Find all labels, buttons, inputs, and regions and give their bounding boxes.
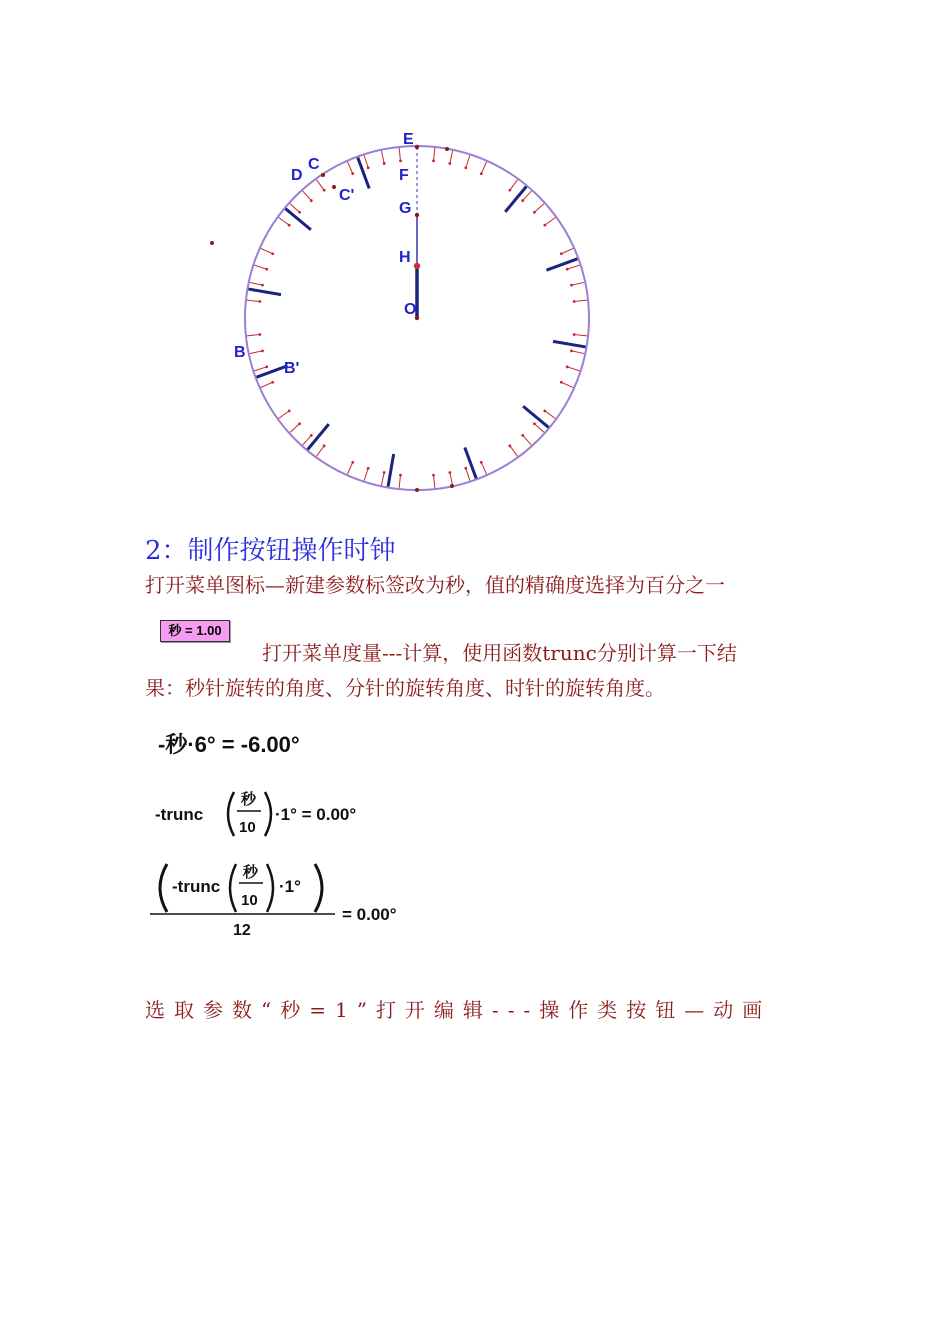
minor-tick — [534, 204, 544, 213]
f2-suffix: ·1° = 0.00° — [275, 805, 357, 824]
f3-outer-right-paren — [315, 864, 322, 912]
label-f: F — [399, 167, 409, 184]
tick-end-point — [288, 409, 291, 412]
major-tick — [546, 259, 577, 270]
label-g: G — [399, 200, 412, 217]
minor-tick — [567, 367, 579, 371]
minor-tick — [381, 151, 384, 164]
tick-end-point — [448, 162, 451, 165]
minor-tick — [290, 204, 300, 213]
tick-end-point — [310, 434, 313, 437]
tick-end-point — [261, 349, 264, 352]
tick-end-point — [480, 461, 483, 464]
tick-end-point — [323, 189, 326, 192]
tick-end-point — [573, 333, 576, 336]
tick-end-point — [464, 467, 467, 470]
point-c-prime — [332, 185, 336, 189]
tick-end-point — [521, 199, 524, 202]
minor-tick — [279, 217, 290, 225]
minor-tick — [250, 351, 263, 354]
tick-end-point — [570, 349, 573, 352]
point-g — [415, 213, 419, 217]
point-bottom-right — [450, 484, 454, 488]
minor-tick — [434, 148, 435, 161]
tick-end-point — [298, 422, 301, 425]
formula-minute-angle — [150, 785, 390, 845]
minor-tick — [347, 162, 352, 174]
tick-end-point — [367, 166, 370, 169]
minor-tick — [250, 282, 263, 285]
minor-tick — [399, 148, 400, 161]
minor-tick — [534, 424, 544, 433]
label-c: C — [308, 156, 320, 173]
paragraph-calculate-line2: 果：秒针旋转的角度、分针的旋转角度、时针的旋转角度。 — [145, 676, 665, 700]
tick-end-point — [271, 381, 274, 384]
label-h: H — [399, 249, 411, 266]
tick-end-point — [566, 365, 569, 368]
tick-end-point — [399, 474, 402, 477]
tick-end-point — [261, 284, 264, 287]
tick-end-point — [258, 300, 261, 303]
tick-end-point — [265, 268, 268, 271]
f3-divisor: 12 — [233, 922, 251, 939]
tick-end-point — [533, 422, 536, 425]
minor-tick — [381, 473, 384, 486]
major-tick — [465, 447, 476, 478]
tick-end-point — [508, 189, 511, 192]
minor-tick — [399, 475, 400, 488]
major-tick — [388, 454, 394, 487]
tick-end-point — [432, 474, 435, 477]
f3-outer-left-paren — [160, 864, 167, 912]
tick-end-point — [521, 434, 524, 437]
minor-tick — [364, 468, 368, 480]
label-c-prime: C' — [339, 187, 355, 204]
point-c — [321, 173, 325, 177]
minor-tick — [466, 468, 470, 480]
label-o: O — [404, 301, 417, 318]
major-tick — [248, 289, 281, 295]
f2-right-paren — [265, 792, 271, 836]
minor-tick — [303, 435, 312, 445]
tick-end-point — [310, 199, 313, 202]
tick-end-point — [383, 471, 386, 474]
tick-end-point — [265, 365, 268, 368]
minor-tick — [523, 191, 532, 201]
major-tick — [257, 366, 288, 377]
minor-tick — [247, 335, 260, 336]
tick-end-point — [543, 224, 546, 227]
formula-hour-angle — [145, 856, 425, 946]
minor-tick — [481, 162, 486, 174]
tick-end-point — [323, 444, 326, 447]
tick-end-point — [432, 159, 435, 162]
minor-tick — [510, 180, 518, 191]
point-e — [415, 145, 419, 149]
f2-denominator: 10 — [239, 819, 256, 836]
minor-tick — [466, 155, 470, 167]
minor-tick — [572, 282, 585, 285]
major-tick — [358, 158, 369, 189]
minor-tick — [574, 335, 587, 336]
tick-end-point — [367, 467, 370, 470]
label-d: D — [291, 167, 303, 184]
f2-numerator: 秒 — [241, 791, 257, 808]
minor-tick — [434, 475, 435, 488]
tick-end-point — [288, 224, 291, 227]
tick-end-point — [533, 211, 536, 214]
minor-tick — [316, 446, 324, 457]
minor-tick — [450, 151, 453, 164]
major-tick — [308, 424, 329, 449]
f3-left-paren — [230, 864, 236, 912]
label-b: B — [234, 344, 246, 361]
tick-end-point — [351, 461, 354, 464]
minor-tick — [450, 473, 453, 486]
tick-end-point — [573, 300, 576, 303]
tick-end-point — [570, 284, 573, 287]
tick-end-point — [560, 252, 563, 255]
f3-result: = 0.00° — [342, 905, 397, 924]
seconds-parameter-button[interactable]: 秒 = 1.00 — [160, 620, 230, 642]
minor-tick — [545, 217, 556, 225]
point-h — [414, 263, 420, 269]
minor-tick — [279, 411, 290, 419]
tick-end-point — [480, 172, 483, 175]
f3-numerator: 秒 — [243, 864, 259, 881]
minor-tick — [364, 155, 368, 167]
minor-tick — [523, 435, 532, 445]
label-b-prime: B' — [284, 360, 300, 377]
f2-left-paren — [228, 792, 234, 836]
major-tick — [523, 406, 548, 427]
tick-end-point — [271, 252, 274, 255]
tick-end-point — [448, 471, 451, 474]
f3-denominator: 10 — [241, 892, 258, 909]
f3-right-paren — [267, 864, 273, 912]
minor-tick — [247, 300, 260, 301]
tick-end-point — [399, 159, 402, 162]
f3-prefix: -trunc — [172, 877, 221, 896]
minor-tick — [290, 424, 300, 433]
clock-diagram — [0, 0, 950, 520]
section-heading: 2：制作按钮操作时钟 — [145, 536, 396, 566]
minor-tick — [481, 462, 486, 474]
tick-end-point — [464, 166, 467, 169]
paragraph-calculate-line1: 打开菜单度量---计算，使用函数trunc分别计算一下结 — [262, 641, 737, 665]
minor-tick — [561, 248, 573, 253]
point-top-right — [445, 147, 449, 151]
tick-end-point — [351, 172, 354, 175]
minor-tick — [572, 351, 585, 354]
tick-end-point — [543, 409, 546, 412]
tick-end-point — [508, 444, 511, 447]
tick-end-point — [566, 268, 569, 271]
minor-tick — [254, 367, 266, 371]
minor-tick — [261, 248, 273, 253]
f2-prefix: -trunc — [155, 805, 204, 824]
major-tick — [286, 209, 311, 230]
major-tick — [553, 341, 586, 347]
paragraph-animation-button: 选取参数“秒=1”打开编辑---操作类按钮—动画 — [145, 998, 772, 1022]
minor-tick — [561, 382, 573, 387]
minor-tick — [545, 411, 556, 419]
minor-tick — [316, 180, 324, 191]
major-tick — [505, 187, 526, 212]
tick-end-point — [560, 381, 563, 384]
tick-end-point — [383, 162, 386, 165]
minor-tick — [347, 462, 352, 474]
tick-end-point — [298, 211, 301, 214]
minor-tick — [303, 191, 312, 201]
minor-tick — [254, 265, 266, 269]
formula-second-angle: -秒·6° = -6.00° — [158, 732, 300, 757]
minor-tick — [567, 265, 579, 269]
point-bottom — [415, 488, 419, 492]
minor-tick — [574, 300, 587, 301]
tick-end-point — [258, 333, 261, 336]
point-free — [210, 241, 214, 245]
label-e: E — [403, 131, 414, 148]
minor-tick — [510, 446, 518, 457]
f3-inner-suffix: ·1° — [279, 877, 301, 896]
minor-tick — [261, 382, 273, 387]
paragraph-new-parameter: 打开菜单图标—新建参数标签改为秒，值的精确度选择为百分之一 — [145, 573, 725, 597]
